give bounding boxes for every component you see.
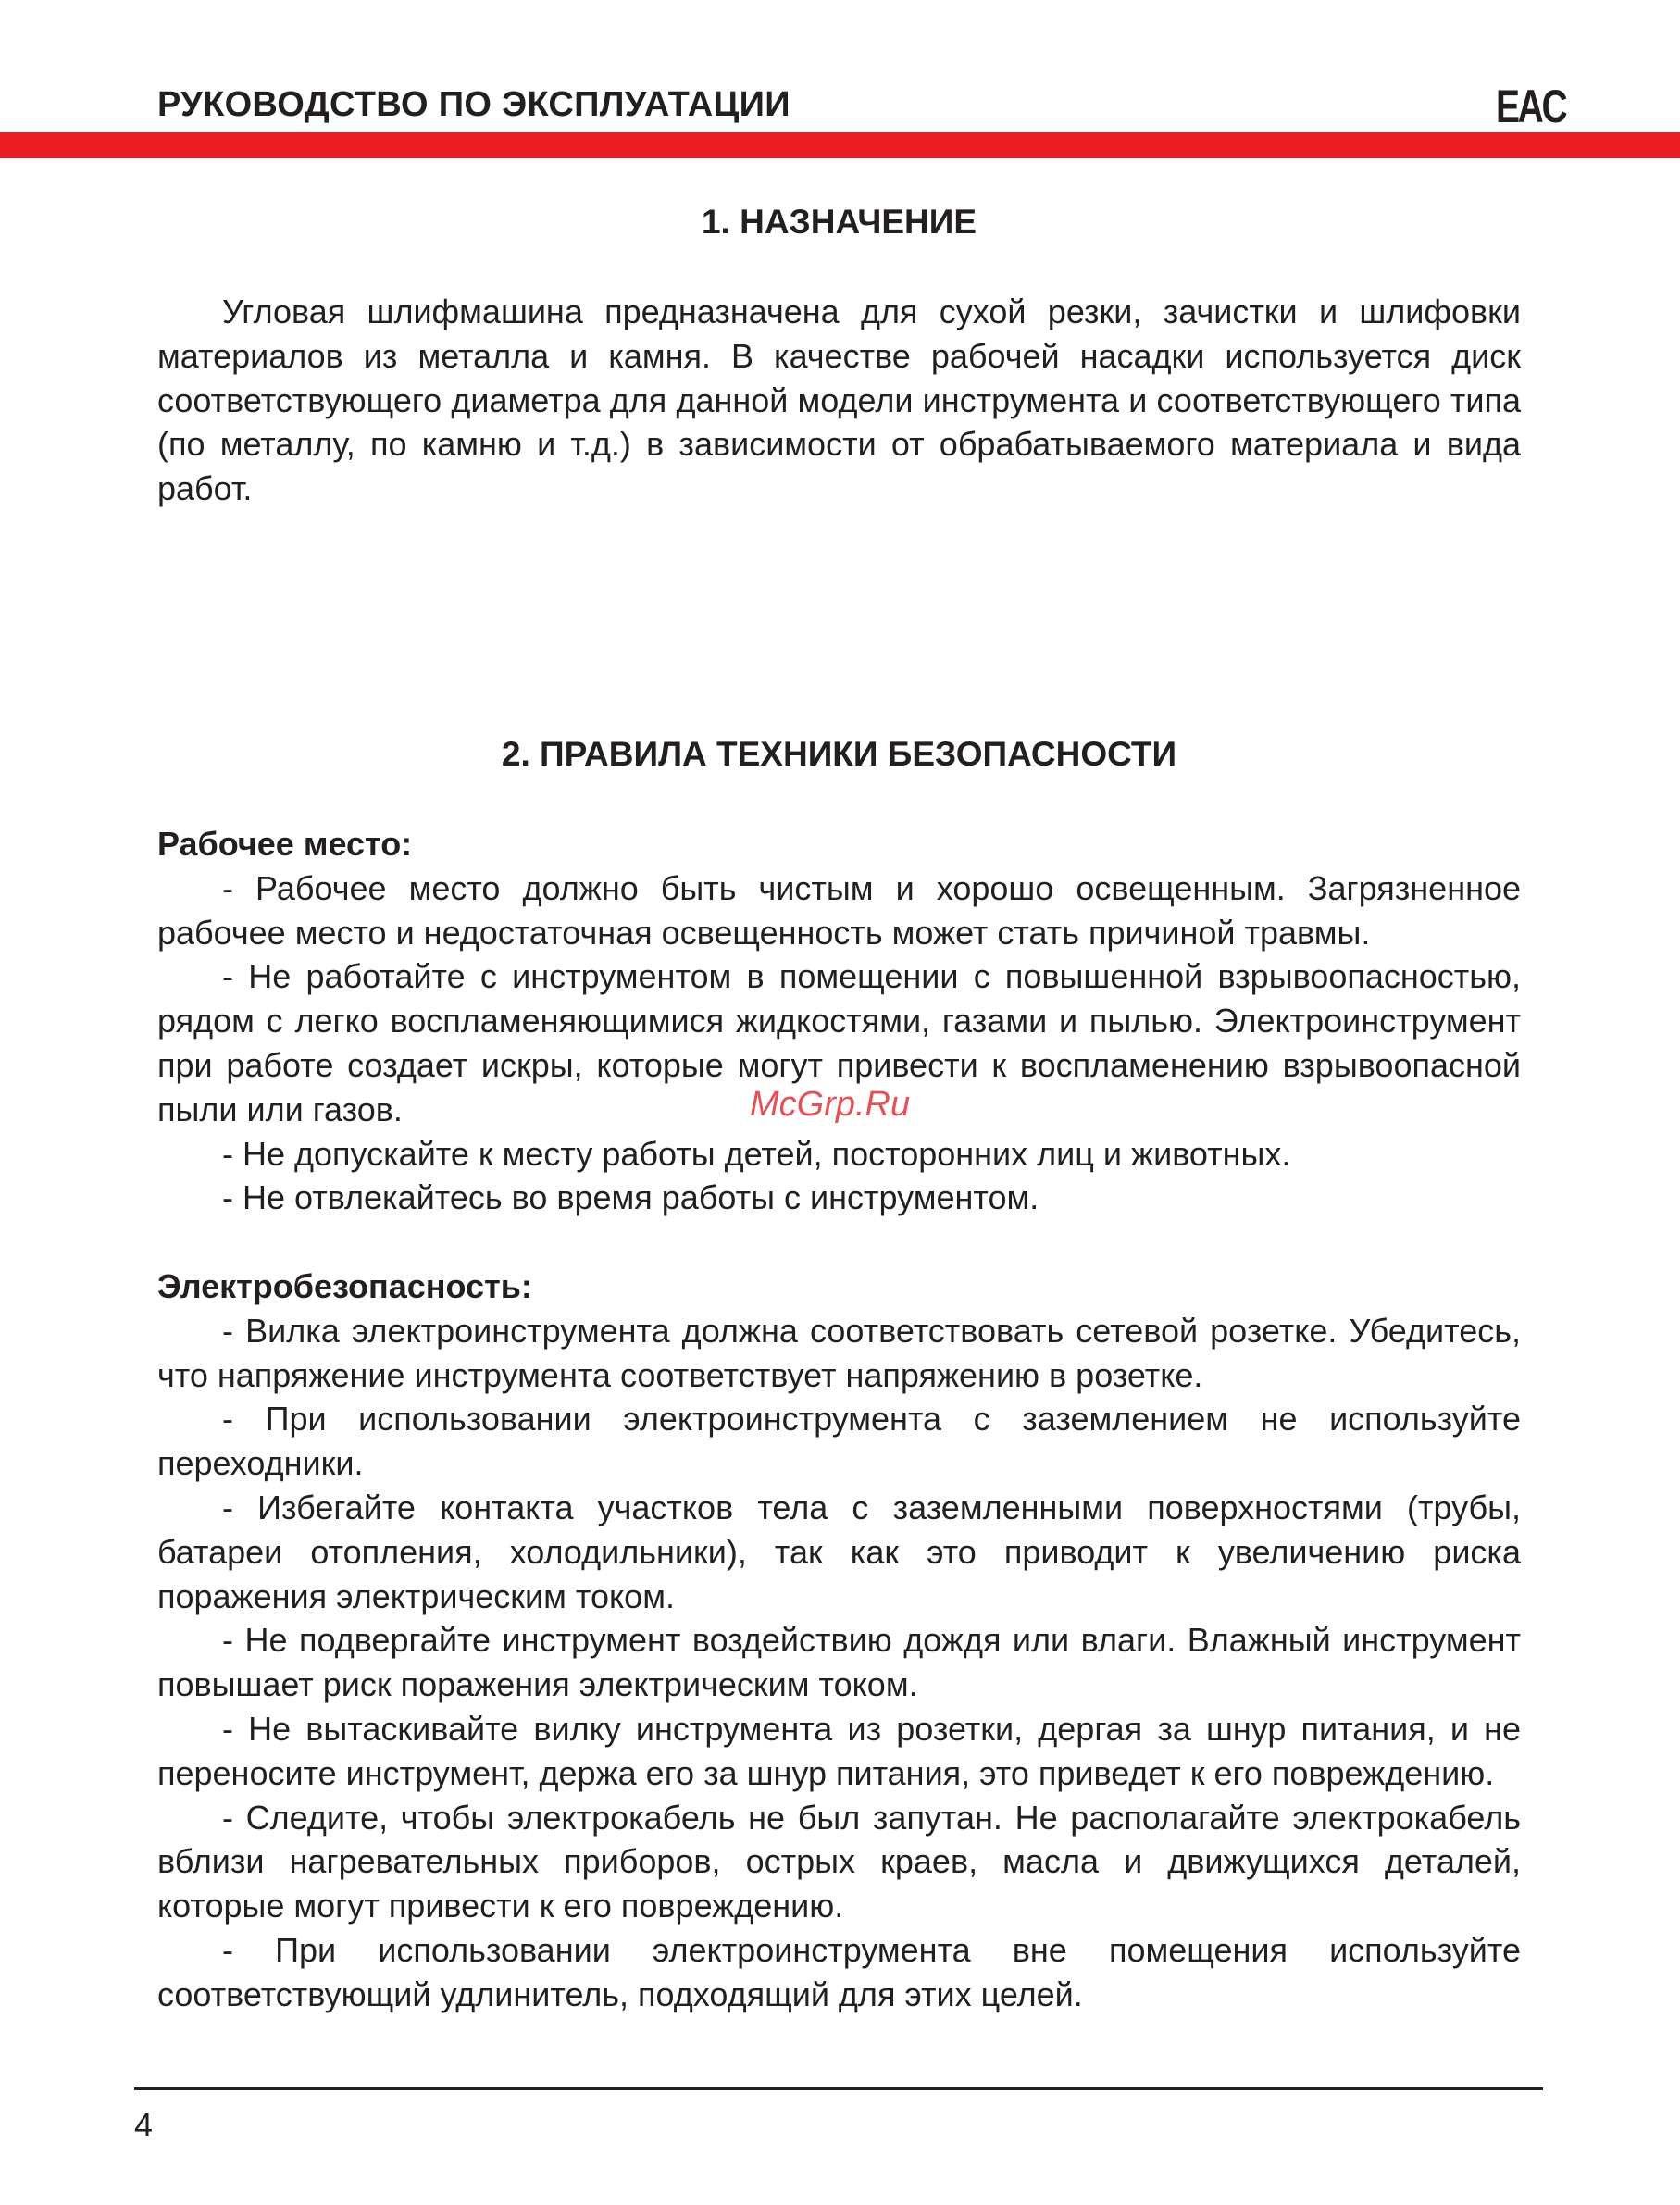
page-number: 4 bbox=[134, 2106, 154, 2144]
electrical-item: - Не вытаскивайте вилку инструмента из розетки, дергая за шнур питания, и не переносите инструмент, держа его за шнур питания, это приведет к его повреждению. bbox=[157, 1709, 1521, 1792]
eac-certification-logo: EAC bbox=[1496, 81, 1566, 132]
workplace-item: - Не отвлекайтесь во время работы с инструментом. bbox=[222, 1178, 1039, 1217]
electrical-item: - Следите, чтобы электрокабель не был запутан. Не располагайте электрокабель вблизи нагревательных приборов, острых краев, масла и движущихся деталей, которые могут привести к его повреждению. bbox=[157, 1798, 1521, 1925]
purpose-paragraph: Угловая шлифмашина предназначена для сухой резки, зачистки и шлифовки материалов из металла и камня. В качестве рабочей насадки используется диск соответствующего диаметра для данной модели инструмента и соответствующего типа (по металлу, по камню и т.д.) в зависимости от обрабатываемого материала и вида работ. bbox=[157, 293, 1521, 508]
electrical-item: - Избегайте контакта участков тела с заземленными поверхностями (трубы, батареи отопления, холодильники), так как это приводит к увеличению риска поражения электрическим током. bbox=[157, 1488, 1521, 1615]
workplace-item: - Рабочее место должно быть чистым и хорошо освещенным. Загрязненное рабочее место и недостаточная освещенность может стать причиной травмы. bbox=[157, 868, 1521, 952]
section-2-body bbox=[157, 822, 1521, 2017]
header-accent-bar bbox=[0, 132, 1680, 158]
electrical-item: - Не подвергайте инструмент воздействию дождя или влаги. Влажный инструмент повышает риск поражения электрическим током. bbox=[157, 1621, 1521, 1704]
electrical-item: - При использовании электроинструмента с заземлением не используйте переходники. bbox=[157, 1400, 1521, 1483]
document-header-title: РУКОВОДСТВО ПО ЭКСПЛУАТАЦИИ bbox=[157, 85, 790, 124]
section-2-title: 2. ПРАВИЛА ТЕХНИКИ БЕЗОПАСНОСТИ bbox=[501, 735, 1177, 773]
electrical-item: - Вилка электроинструмента должна соответствовать сетевой розетке. Убедитесь, что напряжение инструмента соответствует напряжению в розетке. bbox=[157, 1311, 1521, 1394]
workplace-item: - Не допускайте к месту работы детей, посторонних лиц и животных. bbox=[222, 1134, 1291, 1173]
workplace-item: - Не работайте с инструментом в помещении с повышенной взрывоопасностью, рядом с легко воспламеняющимися жидкостями, газами и пылью. Электроинструмент при работе создает искры, которые могут привести к воспламенению взрывоопасной пыли или газов. bbox=[157, 957, 1521, 1128]
footer-divider bbox=[134, 2087, 1543, 2090]
section-1-title: 1. НАЗНАЧЕНИЕ bbox=[701, 203, 977, 241]
electrical-item: - При использовании электроинструмента вне помещения используйте соответствующий удлинитель, подходящий для этих целей. bbox=[157, 1930, 1521, 2013]
electrical-safety-heading: Электробезопасность: bbox=[157, 1266, 532, 1305]
workplace-heading: Рабочее место: bbox=[157, 825, 413, 863]
section-1-body bbox=[157, 290, 1521, 511]
watermark-text: McGrp.Ru bbox=[750, 1085, 911, 1124]
section-spacer bbox=[157, 1220, 1521, 1264]
